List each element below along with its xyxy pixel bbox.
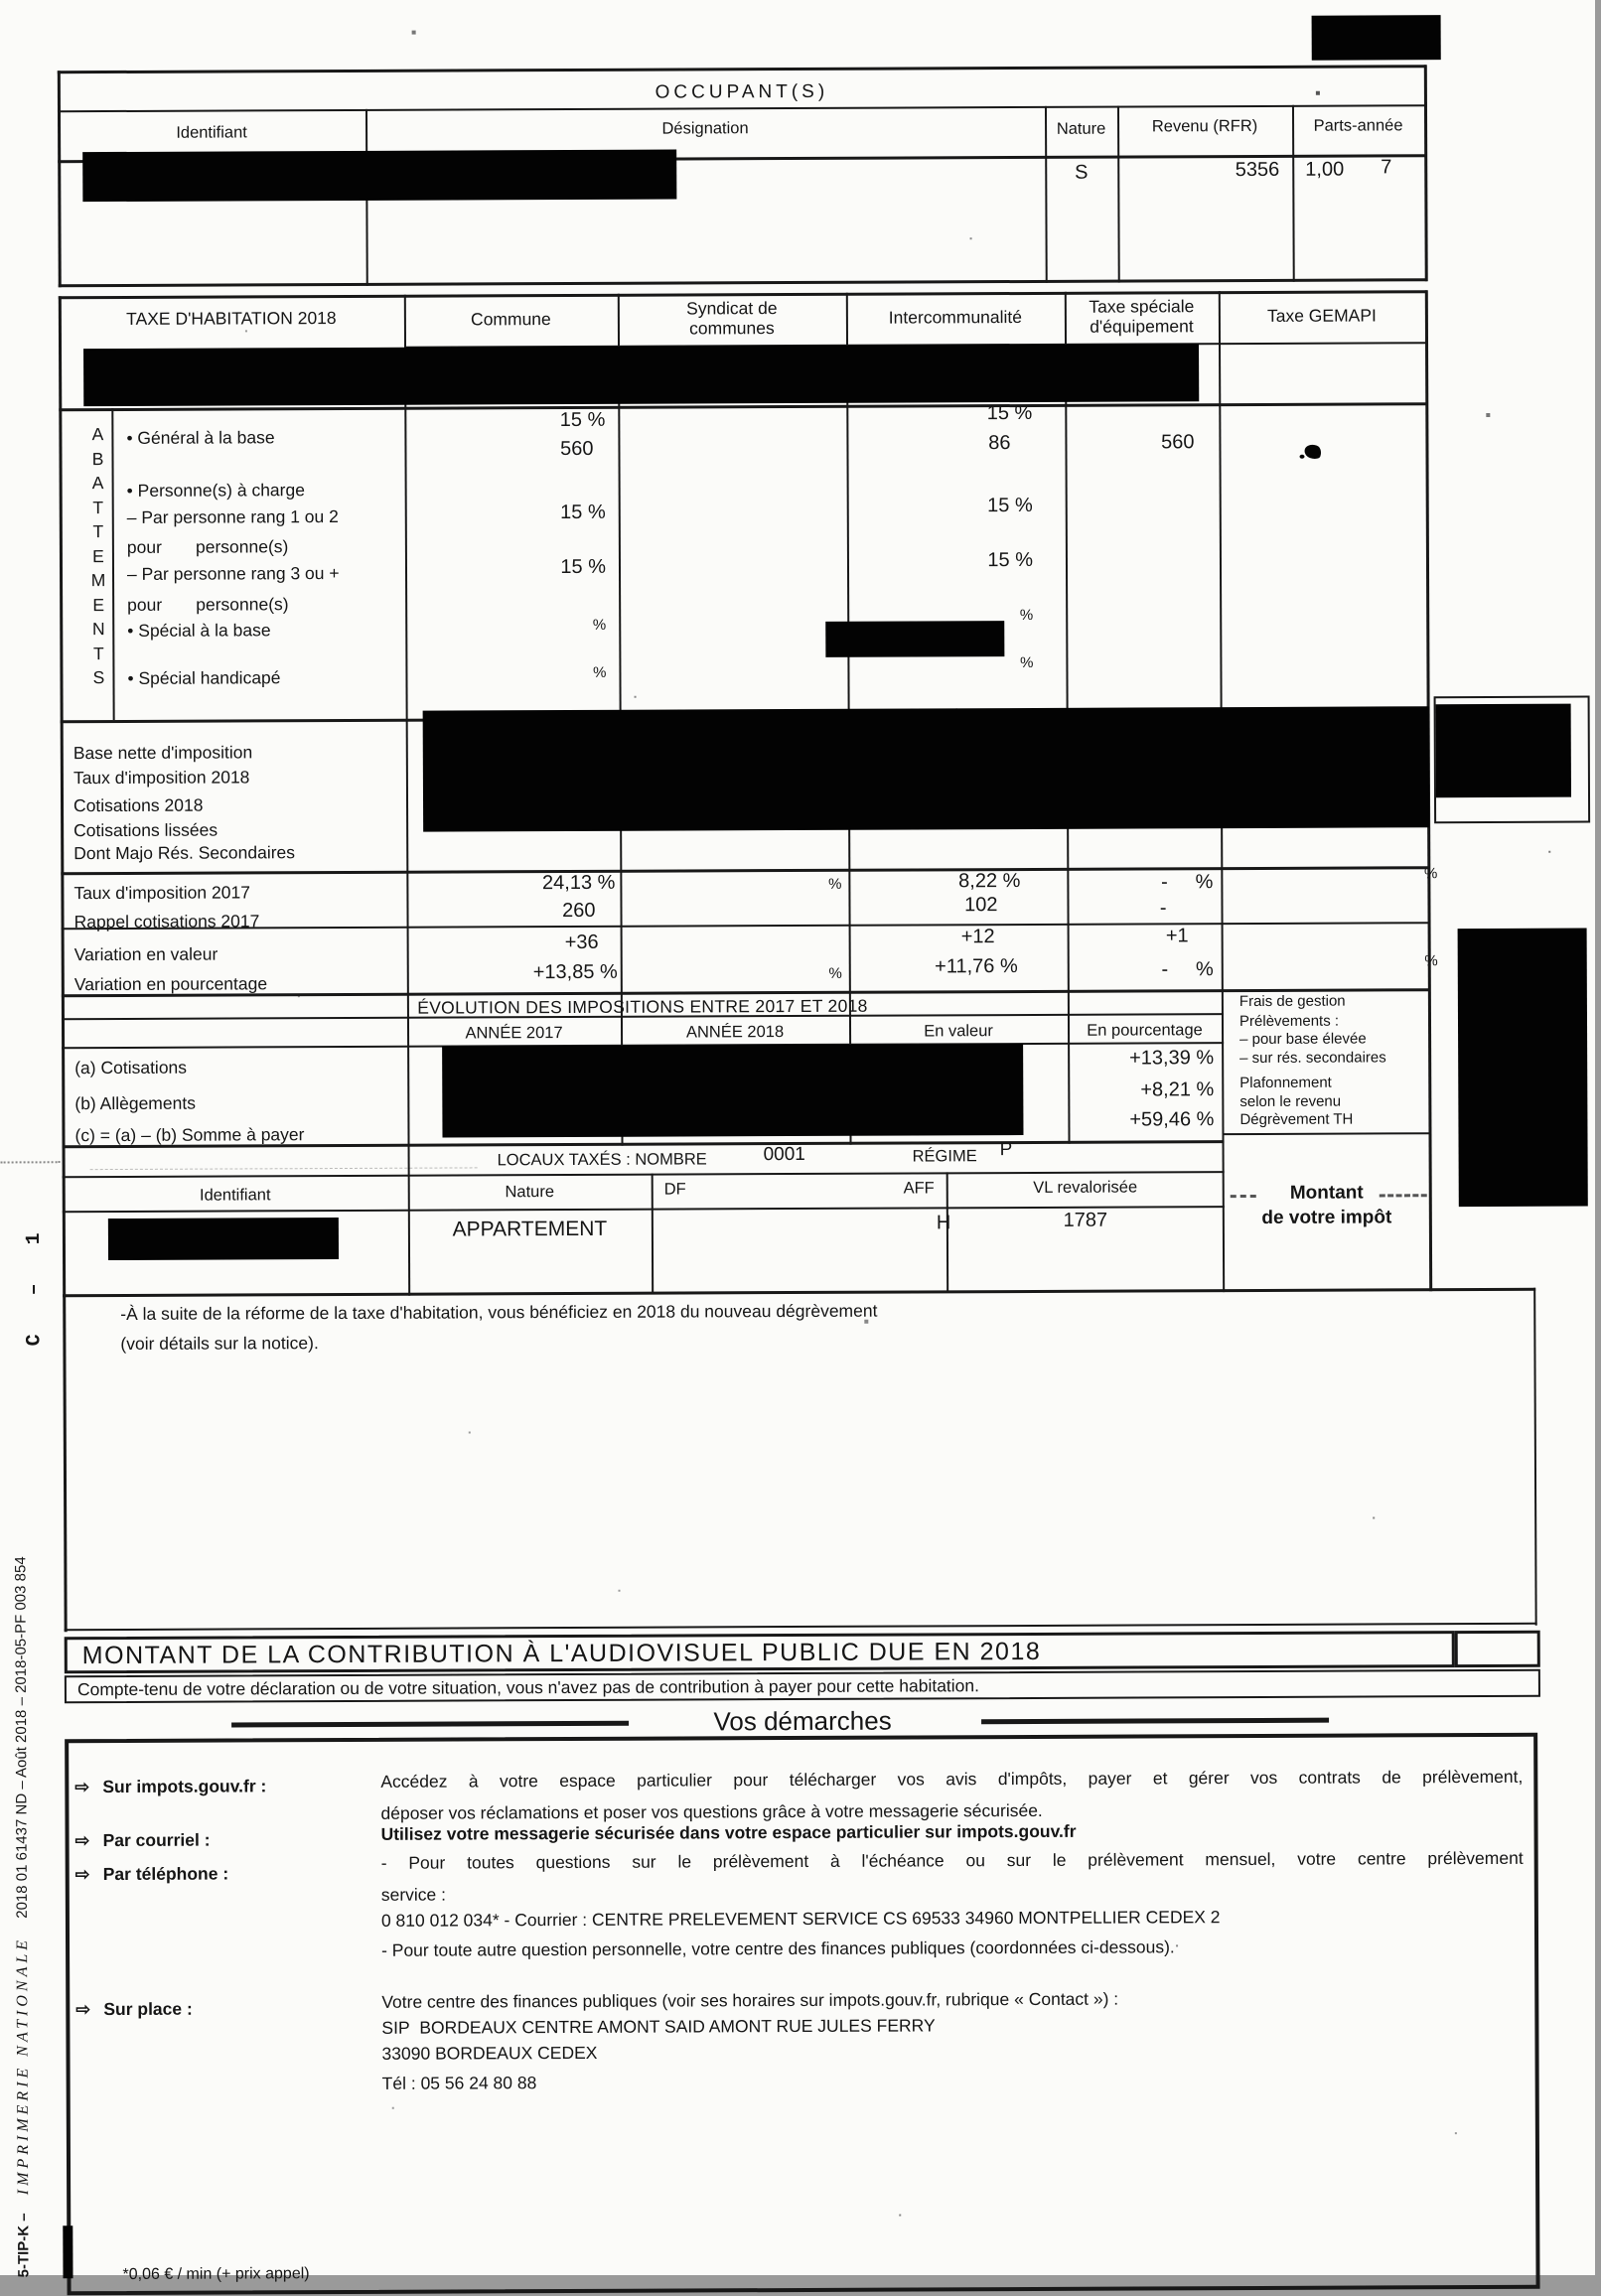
- rang12-commune-pct: 15 %: [560, 501, 606, 524]
- redaction-local-identifiant: [108, 1218, 339, 1260]
- special-base-interco-pct: %: [1019, 606, 1034, 625]
- special-handicape-commune-pct: %: [593, 663, 607, 681]
- montant-impot-line2: de votre impôt: [1261, 1207, 1392, 1228]
- column-header-syndicat: Syndicat de communes: [686, 298, 778, 339]
- redaction-occupant-identity: [82, 150, 676, 203]
- locaux-band-label: LOCAUX TAXÉS : NOMBRE: [497, 1150, 707, 1170]
- locaux-header-aff: AFF: [903, 1179, 935, 1198]
- evolution-title: ÉVOLUTION DES IMPOSITIONS ENTRE 2017 ET 2018: [417, 995, 868, 1018]
- general-interco-val: 86: [988, 432, 1011, 455]
- taux2017-tse: - %: [1161, 871, 1214, 894]
- rang3-commune-pct: 15 %: [560, 555, 607, 579]
- row-label-special-base: • Spécial à la base: [127, 620, 271, 641]
- locaux-header-nature: Nature: [505, 1183, 555, 1202]
- column-header-commune: Commune: [470, 309, 551, 330]
- occupants-header-revenu: Revenu (RFR): [1151, 116, 1258, 136]
- row-label-pour: pour personne(s): [126, 536, 289, 557]
- grid-line: [111, 408, 114, 720]
- heading-rule-right: [981, 1718, 1329, 1725]
- degrevement-note-line1: -À la suite de la réforme de la taxe d'habitation, vous bénéficiez en 2018 du nouveau dégrèvement: [120, 1300, 878, 1324]
- audiovisuel-title: MONTANT DE LA CONTRIBUTION À L'AUDIOVISUEL PUBLIC DUE EN 2018: [81, 1637, 1042, 1670]
- row-label-variation-pct: Variation en pourcentage: [73, 973, 268, 995]
- ink-blot-artifact: [1303, 442, 1323, 461]
- abattements-vertical-label: A B A T T E M E N T S: [90, 424, 106, 688]
- margin-code-c1: C – 1: [22, 1227, 47, 1347]
- special-base-commune-pct: %: [592, 616, 607, 634]
- variation-pct-commune: +13,85 %: [532, 960, 618, 984]
- taux2017-commune: 24,13 %: [541, 871, 616, 895]
- rappel2017-tse: -: [1159, 897, 1167, 920]
- locaux-regime-value: P: [999, 1139, 1013, 1161]
- locaux-header-identifiant: Identifiant: [199, 1186, 271, 1205]
- variation-valeur-tse: +1: [1165, 925, 1189, 947]
- frais-line-3: – pour base élevée: [1239, 1030, 1367, 1049]
- demarches-title: Vos démarches: [713, 1705, 892, 1737]
- imprint-reference: 2018 01 61437 ND – Août 2018 – 2018-05-PF 003 854: [12, 1556, 31, 1919]
- margin-imprint: [10, 986, 34, 2277]
- evolution-row-a-pct: +13,39 %: [1129, 1047, 1215, 1070]
- grid-line: [59, 278, 1427, 287]
- demarches-telephone-line1: - Pour toutes questions sur le prélèvement à l'échéance ou sur le prélèvement mensuel, votre centre prélèvement: [380, 1847, 1524, 1873]
- occupants-title: OCCUPANT(S): [655, 80, 829, 103]
- special-handicape-interco-pct: %: [1020, 653, 1034, 672]
- redaction-box-top-right: [1312, 15, 1441, 61]
- column-header-taxe-speciale: Taxe spéciale d'équipement: [1089, 296, 1195, 337]
- local-vl-value: 1787: [1063, 1209, 1108, 1231]
- column-header-gemapi: Taxe GEMAPI: [1266, 305, 1377, 326]
- occupant-revenu-value: 5356: [1235, 158, 1280, 182]
- general-commune-pct: 15 %: [559, 408, 606, 432]
- evolution-row-c-pct: +59,46 %: [1129, 1108, 1215, 1131]
- redaction-collectivites: [83, 344, 1199, 406]
- ink-blot-artifact: [1300, 455, 1305, 459]
- scan-dotted-artifact: [1, 1161, 61, 1163]
- occupants-header-identifiant: Identifiant: [176, 123, 247, 142]
- frais-line-1: Frais de gestion: [1238, 992, 1346, 1011]
- variation-pct-tse: - %: [1161, 958, 1214, 981]
- general-commune-val: 560: [560, 437, 594, 461]
- frais-line-4: – sur rés. secondaires: [1239, 1049, 1386, 1068]
- demarches-courriel-line1: Utilisez votre messagerie sécurisée dans votre espace particulier sur impots.gouv.fr: [380, 1820, 1077, 1844]
- demarches-place-line1: Votre centre des finances publiques (voir ses horaires sur impots.gouv.fr, rubrique « Contact ») :: [381, 1988, 1119, 2012]
- montant-impot-line1: Montant: [1289, 1182, 1364, 1204]
- evolution-header-annee-2017: ANNÉE 2017: [465, 1024, 563, 1043]
- redaction-montant-impot: [1458, 929, 1588, 1208]
- arrow-icon: ⇨: [74, 1830, 90, 1851]
- demarches-place-line2: SIP BORDEAUX CENTRE AMONT SAID AMONT RUE JULES FERRY: [381, 2015, 936, 2038]
- evolution-header-annee-2018: ANNÉE 2018: [685, 1023, 785, 1042]
- scan-dash-artifact: [1231, 1195, 1256, 1198]
- demarches-place-line4: Tél : 05 56 24 80 88: [381, 2073, 537, 2093]
- row-label-personnes: • Personne(s) à charge: [126, 480, 305, 501]
- locaux-header-vl: VL revalorisée: [1033, 1178, 1138, 1197]
- grid-line: [63, 1288, 1535, 1297]
- grid-line: [652, 1174, 655, 1293]
- arrow-icon: ⇨: [74, 1864, 90, 1885]
- grid-line: [63, 1294, 67, 1632]
- recap-label-cotisations-2018: Cotisations 2018: [73, 794, 204, 816]
- general-interco-pct: 15 %: [986, 401, 1033, 425]
- frais-line-6: selon le revenu: [1239, 1092, 1342, 1111]
- demarches-label-courriel: Par courriel :: [102, 1829, 211, 1851]
- frais-line-7: Dégrèvement TH: [1239, 1110, 1354, 1129]
- frais-line-2: Prélèvements :: [1238, 1012, 1340, 1031]
- grid-line: [1222, 1132, 1430, 1135]
- column-header-intercommunalite: Intercommunalité: [888, 307, 1023, 328]
- demarches-label-telephone: Par téléphone :: [102, 1863, 229, 1885]
- grid-line: [65, 1623, 1537, 1631]
- row-label-general: • Général à la base: [126, 427, 275, 448]
- audiovisuel-subtitle: Compte-tenu de votre déclaration ou de votre situation, vous n'avez pas de contribution à payer pour cette habitation.: [76, 1675, 980, 1700]
- evolution-row-b-label: (b) Allègements: [74, 1092, 196, 1114]
- locaux-band-value: 0001: [763, 1143, 805, 1166]
- grid-line: [63, 1171, 1225, 1178]
- occupant-nature-value: S: [1075, 161, 1089, 184]
- rappel2017-commune: 260: [562, 899, 596, 923]
- evolution-row-b-pct: +8,21 %: [1140, 1078, 1215, 1101]
- recap-label-cotisations-lissees: Cotisations lissées: [73, 819, 218, 841]
- heading-rule-left: [231, 1721, 629, 1728]
- left-border-tick: [63, 2225, 73, 2278]
- variation-valeur-commune: +36: [564, 931, 599, 954]
- grid-line: [59, 296, 66, 1297]
- grid-line: [58, 65, 1426, 73]
- recap-label-taux-2018: Taux d'imposition 2018: [73, 767, 250, 789]
- evolution-header-en-valeur: En valeur: [924, 1022, 993, 1041]
- audiovisuel-side-box: [1455, 1631, 1540, 1667]
- demarches-telephone-line2: service :: [380, 1884, 447, 1905]
- variation-valeur-interco: +12: [960, 926, 995, 948]
- locaux-regime-label: RÉGIME: [912, 1147, 977, 1166]
- clipped-footnote: *0,06 € / min (+ prix appel): [122, 2265, 310, 2283]
- rang12-interco-pct: 15 %: [987, 494, 1033, 517]
- arrow-icon: ⇨: [75, 1999, 91, 2020]
- row-label-pour2: pour personne(s): [127, 594, 289, 615]
- rappel2017-interco: 102: [964, 894, 998, 917]
- redaction-margin-amount: [1436, 704, 1571, 798]
- imprint-code: 5-TIP-K –: [15, 2213, 33, 2278]
- taxe-table-title: TAXE D'HABITATION 2018: [126, 308, 337, 329]
- local-aff-value: H: [936, 1212, 951, 1234]
- taux2017-interco: 8,22 %: [958, 870, 1021, 893]
- demarches-telephone-line4: - Pour toute autre question personnelle, votre centre des finances publiques (coordonnées ci-dessous).: [381, 1937, 1175, 1960]
- redaction-evolution-values: [442, 1044, 1023, 1138]
- demarches-telephone-line3: 0 810 012 034* - Courrier : CENTRE PRELEVEMENT SERVICE CS 69533 34960 MONTPELLIER CEDEX 2: [380, 1907, 1221, 1931]
- occupants-header-parts: Parts-année: [1313, 116, 1403, 135]
- demarches-impots-line2: déposer vos réclamations et poser vos questions grâce à votre messagerie sécurisée.: [380, 1799, 1043, 1823]
- scan-dotted-artifact: [90, 1167, 478, 1170]
- arrow-icon: ⇨: [74, 1777, 90, 1797]
- local-nature-value: APPARTEMENT: [452, 1217, 608, 1241]
- rang3-interco-pct: 15 %: [987, 548, 1034, 572]
- evolution-header-en-pourcentage: En pourcentage: [1087, 1021, 1203, 1040]
- grid-line: [62, 922, 1430, 930]
- imprint-printer: IMPRIMERIE NATIONALE: [14, 1936, 33, 2196]
- occupant-parts-annee-value: 7: [1381, 156, 1392, 179]
- scan-dash-artifact: [1380, 1194, 1427, 1197]
- recap-label-base-nette: Base nette d'imposition: [73, 742, 253, 764]
- taux2017-syndicat: %: [828, 875, 842, 893]
- grid-line: [1533, 1288, 1536, 1626]
- redaction-recap-values: [423, 706, 1430, 831]
- grid-line: [61, 866, 1429, 875]
- variation-pct-interco: +11,76 %: [935, 955, 1018, 978]
- demarches-place-line3: 33090 BORDEAUX CEDEX: [381, 2042, 598, 2064]
- row-label-rang12: – Par personne rang 1 ou 2: [126, 506, 339, 527]
- row-label-taux-2017: Taux d'imposition 2017: [73, 882, 250, 904]
- recap-label-majo-res: Dont Majo Rés. Secondaires: [73, 842, 296, 864]
- row-label-special-handicape: • Spécial handicapé: [127, 667, 281, 688]
- row-label-rappel-2017: Rappel cotisations 2017: [73, 911, 260, 933]
- redaction-special-base: [825, 621, 1004, 657]
- occupant-parts-value: 1,00: [1305, 158, 1345, 181]
- row-label-variation-valeur: Variation en valeur: [73, 943, 218, 965]
- variation-pct-syndicat: %: [828, 964, 842, 982]
- degrevement-note-line2: (voir détails sur la notice).: [120, 1333, 319, 1354]
- row-label-rang3: – Par personne rang 3 ou +: [126, 563, 340, 584]
- occupants-header-nature: Nature: [1056, 119, 1106, 138]
- taux2017-gemapi: %: [1423, 865, 1438, 883]
- locaux-header-df: DF: [663, 1180, 686, 1199]
- grid-line: [58, 104, 1426, 112]
- demarches-impots-line1: Accédez à votre espace particulier pour télécharger vos avis d'impôts, payer et gérer vos contrats de prélèvement,: [380, 1766, 1524, 1792]
- evolution-row-a-label: (a) Cotisations: [74, 1057, 188, 1078]
- demarches-label-sur-place: Sur place :: [103, 1998, 193, 2020]
- variation-pct-gemapi: %: [1424, 952, 1438, 970]
- demarches-label-impots-gouv: Sur impots.gouv.fr :: [102, 1776, 267, 1797]
- occupants-header-designation: Désignation: [661, 119, 749, 138]
- evolution-row-c-label: (c) = (a) – (b) Somme à payer: [74, 1124, 305, 1146]
- frais-line-5: Plafonnement: [1239, 1074, 1332, 1092]
- general-tse-val: 560: [1161, 431, 1195, 454]
